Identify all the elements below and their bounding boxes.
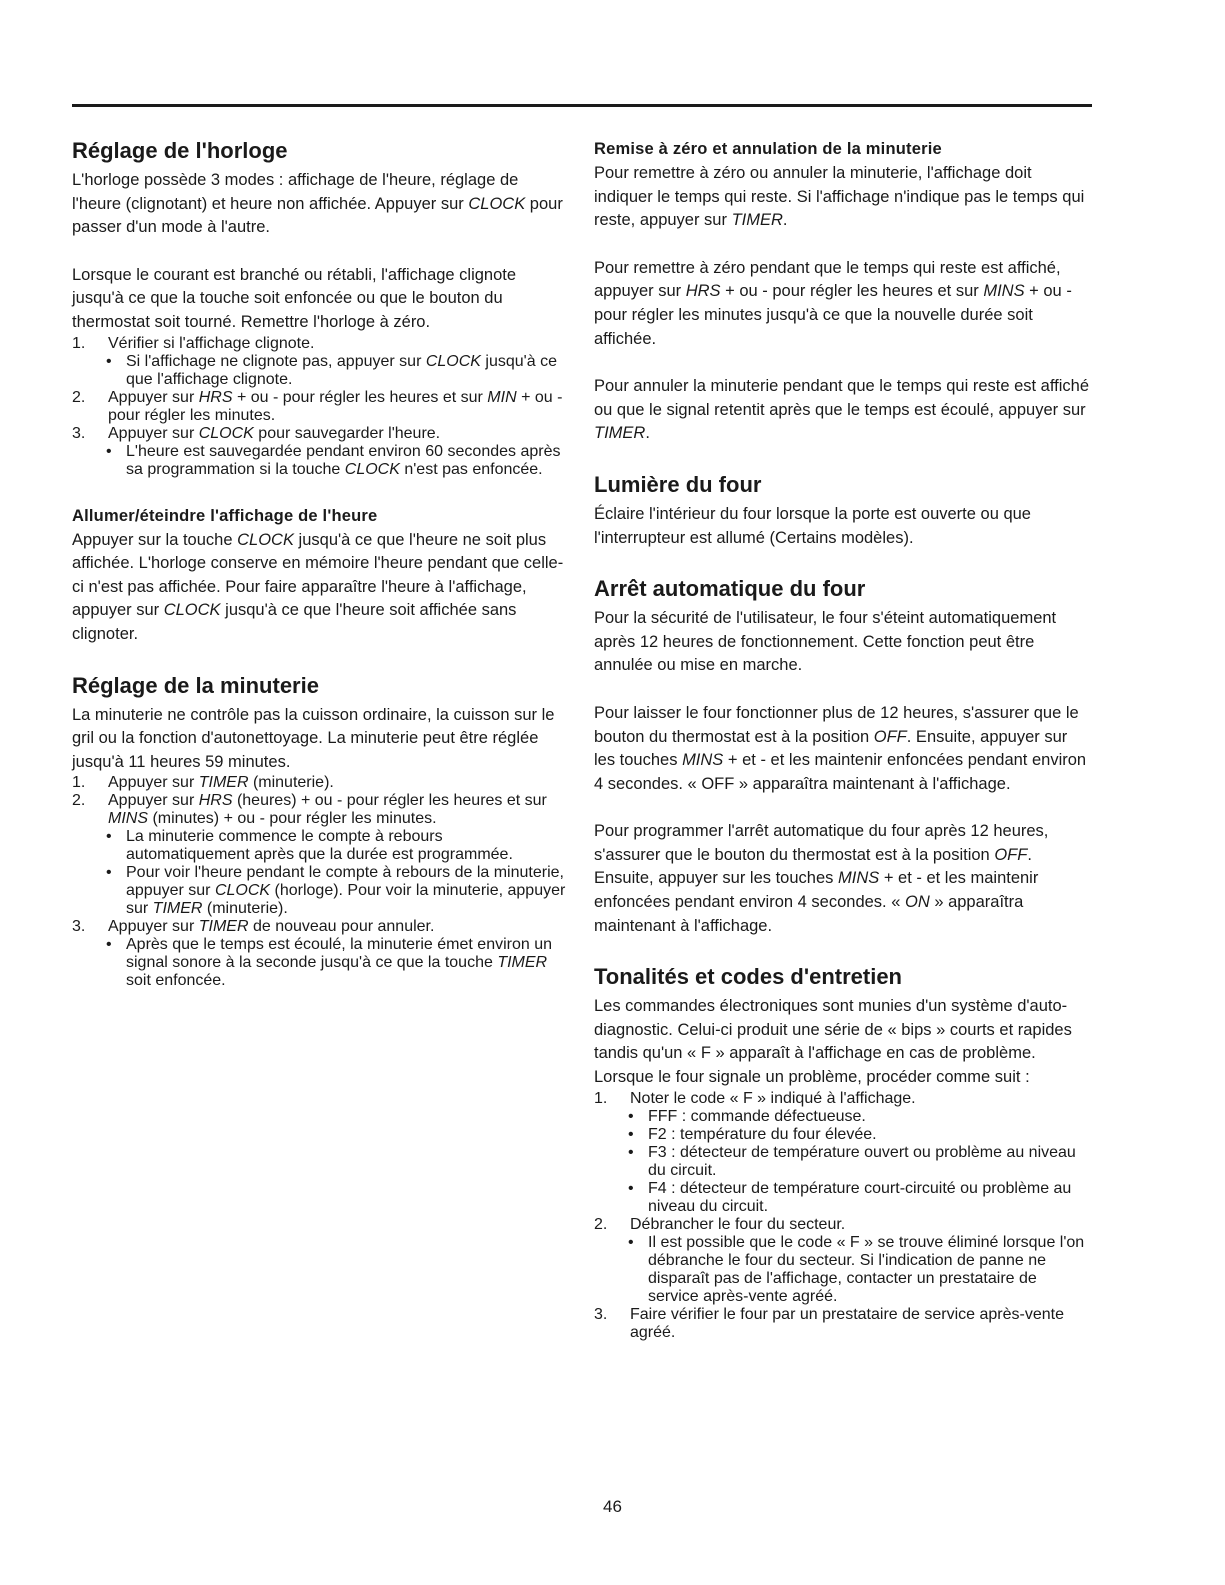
codes-bullet-f4: • F4 : détecteur de température court-circuité ou problème au niveau du circuit. <box>628 1179 1072 1215</box>
clock-title: Réglage de l'horloge <box>72 138 288 163</box>
clock-step-2: 2. Appuyer sur HRS + ou - pour régler les heures et sur MIN + ou - pour régler les minutes. <box>72 388 563 424</box>
timer-step-2: 2. Appuyer sur HRS (heures) + ou - pour régler les heures et sur MINS (minutes) + ou - pour régler les minutes. <box>72 792 547 828</box>
reset-p3: Pour annuler la minuterie pendant que le temps qui reste est affiché ou que le signal retentit après que le temps est écoulé, appuyer sur TIMER. <box>594 377 1089 443</box>
header-rule <box>72 104 1092 107</box>
timer-intro: La minuterie ne contrôle pas la cuisson ordinaire, la cuisson sur le gril ou la fonction d'autonettoyage. La minuterie peut être réglée jusqu'à 11 heures 59 minutes. <box>72 705 555 771</box>
timer-step-2-bullet-1: • La minuterie commence le compte à rebours automatiquement après que la durée est programmée. <box>106 828 513 864</box>
reset-p2: Pour remettre à zéro pendant que le temps qui reste est affiché, appuyer sur HRS + ou - pour régler les heures et sur MINS + ou - pour régler les minutes jusqu'à ce que la nouvelle durée soit affichée. <box>594 258 1072 348</box>
codes-step-2: 2. Débrancher le four du secteur. <box>594 1215 846 1233</box>
timer-step-3-bullet: • Après que le temps est écoulé, la minuterie émet environ un signal sonore à la seconde jusqu'à ce que la touche TIMER soit enfoncée. <box>106 936 553 990</box>
clock-step-1: 1. Vérifier si l'affichage clignote. <box>72 334 315 352</box>
clock-step-3: 3. Appuyer sur CLOCK pour sauvegarder l'heure. <box>72 424 441 442</box>
page-number: 46 <box>603 1497 622 1516</box>
auto-p3: Pour programmer l'arrêt automatique du four après 12 heures, s'assurer que le bouton du thermostat est à la position OFF. Ensuite, appuyer sur les touches MINS + et - et les maintenir enfoncées pendant environ 4 secondes. « ON » apparaîtra maintenant à l'affichage. <box>594 822 1049 935</box>
timer-step-1: 1. Appuyer sur TIMER (minuterie). <box>72 774 334 792</box>
codes-bullet-fff: • FFF : commande défectueuse. <box>628 1107 866 1125</box>
right-column <box>594 138 1090 1342</box>
timer-step-3: 3. Appuyer sur TIMER de nouveau pour annuler. <box>72 918 435 936</box>
light-text: Éclaire l'intérieur du four lorsque la porte est ouverte ou que l'interrupteur est allumé (Certains modèles). <box>594 504 1031 547</box>
clock-step-3-bullet: • L'heure est sauvegardée pendant environ 60 secondes après sa programmation si la touche CLOCK n'est pas enfoncée. <box>106 442 561 478</box>
clock-power: Lorsque le courant est branché ou rétabli, l'affichage clignote jusqu'à ce que la touche soit enfoncée ou que le bouton du thermostat soit tourné. Remettre l'horloge à zéro. <box>72 265 517 331</box>
codes-bullet-f3: • F3 : détecteur de température ouvert ou problème au niveau du circuit. <box>628 1143 1076 1179</box>
auto-p2: Pour laisser le four fonctionner plus de 12 heures, s'assurer que le bouton du thermostat est à la position OFF. Ensuite, appuyer sur les touches MINS + et - et les maintenir enfoncées pendant environ 4 secondes. « OFF » apparaîtra maintenant à l'affichage. <box>594 703 1087 793</box>
codes-bullet-f2: • F2 : température du four élevée. <box>628 1125 877 1143</box>
left-column <box>72 138 568 990</box>
light-title: Lumière du four <box>594 471 762 497</box>
codes-step-1: 1. Noter le code « F » indiqué à l'affichage. <box>594 1089 916 1107</box>
display-title: Allumer/éteindre l'affichage de l'heure <box>72 506 378 525</box>
auto-p1: Pour la sécurité de l'utilisateur, le four s'éteint automatiquement après 12 heures de fonctionnement. Cette fonction peut être annulée ou mise en marche. <box>594 609 1057 675</box>
clock-step-1-bullet: • Si l'affichage ne clignote pas, appuyer sur CLOCK jusqu'à ce que l'affichage clignote. <box>106 352 557 388</box>
clock-intro: L'horloge possède 3 modes : affichage de l'heure, réglage de l'heure (clignotant) et heure non affichée. Appuyer sur CLOCK pour passer d'un mode à l'autre. <box>72 171 563 237</box>
codes-intro: Les commandes électroniques sont munies d'un système d'auto-diagnostic. Celui-ci produit une série de « bips » courts et rapides tandis qu'un « F » apparaît à l'affichage en cas de problème. Lorsque le four signale un problème, procéder comme suit : <box>594 997 1072 1087</box>
auto-title: Arrêt automatique du four <box>594 576 866 602</box>
codes-step-2-bullet: • Il est possible que le code « F » se trouve éliminé lorsque l'on débranche le four du secteur. Si l'indication de panne ne disparaît pas de l'affichage, contacter un prestataire de service après-vente agréé. <box>628 1233 1085 1305</box>
reset-p1: Pour remettre à zéro ou annuler la minuterie, l'affichage doit indiquer le temps qui reste. Si l'affichage n'indique pas le temps qui reste, appuyer sur TIMER. <box>594 164 1085 230</box>
codes-title: Tonalités et codes d'entretien <box>594 964 902 990</box>
timer-title: Réglage de la minuterie <box>72 672 319 698</box>
reset-title: Remise à zéro et annulation de la minuterie <box>594 140 942 158</box>
display-text: Appuyer sur la touche CLOCK jusqu'à ce que l'heure ne soit plus affichée. L'horloge conserve en mémoire l'heure pendant que celle-ci n'est pas affichée. Pour faire apparaître l'heure à l'affichage, appuyer sur CLOCK jusqu'à ce que l'heure soit affichée sans clignoter. <box>72 530 564 643</box>
codes-step-3: 3. Faire vérifier le four par un prestataire de service après-vente agréé. <box>594 1305 1064 1341</box>
timer-step-2-bullet-2: • Pour voir l'heure pendant le compte à rebours de la minuterie, appuyer sur CLOCK (horloge). Pour voir la minuterie, appuyer sur TIMER (minuterie). <box>106 864 566 918</box>
